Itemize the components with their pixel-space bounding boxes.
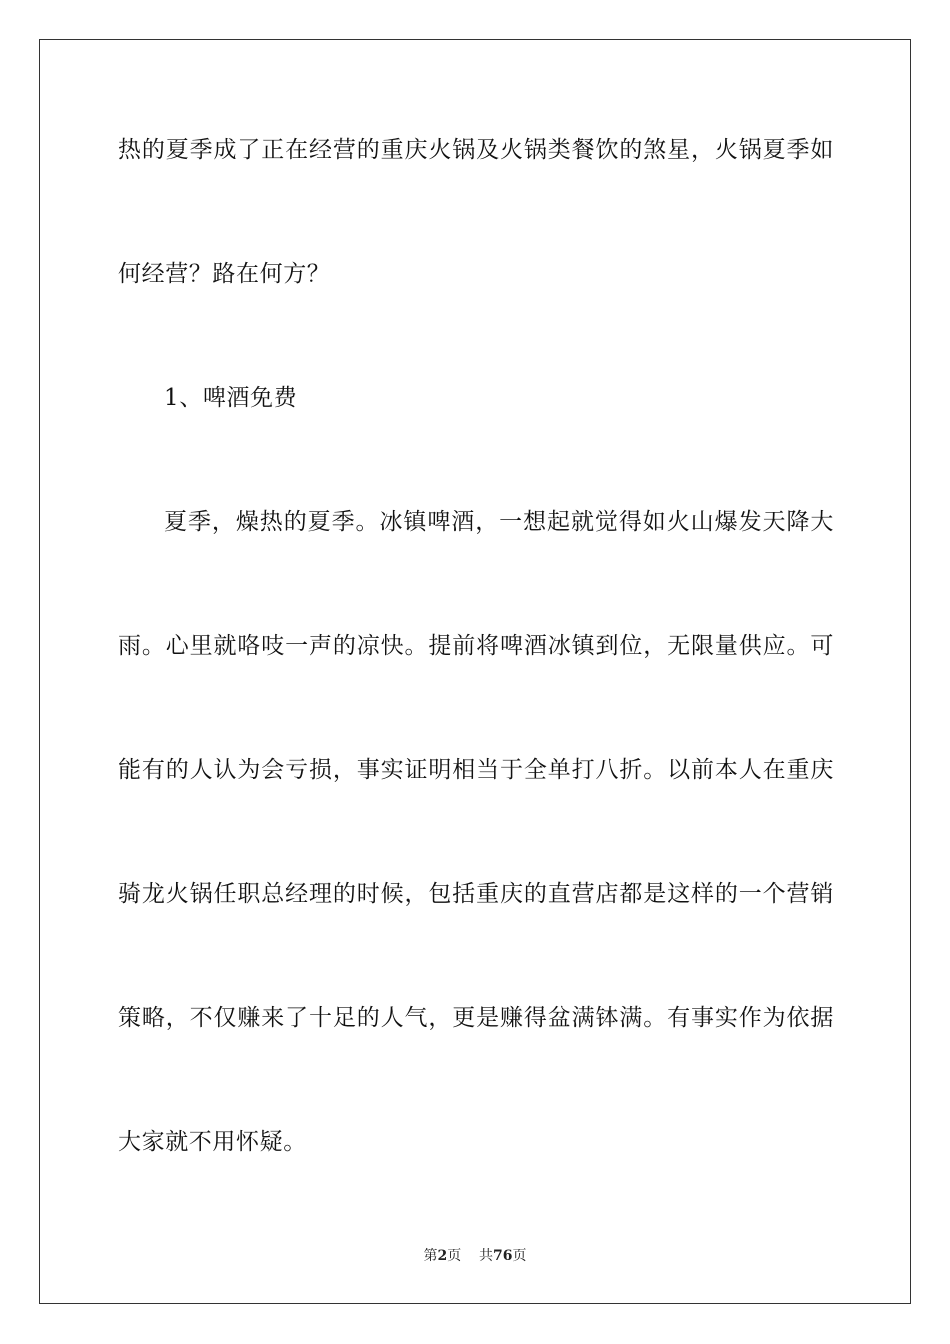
body-line-2: 何经营？路在何方？ (118, 261, 331, 287)
total-pages: 76 (493, 1248, 513, 1264)
page-suffix: 页 (447, 1248, 462, 1264)
body-line-5: 雨。心里就咯吱一声的凉快。提前将啤酒冰镇到位，无限量供应。可 (118, 633, 834, 659)
page-number: 2 (437, 1248, 448, 1264)
body-line-4: 夏季，燥热的夏季。冰镇啤酒，一想起就觉得如火山爆发天降大 (164, 509, 834, 535)
page-border (39, 39, 911, 1304)
page-footer (0, 1246, 950, 1266)
page-prefix: 第 (423, 1248, 438, 1264)
total-prefix: 共 (479, 1248, 494, 1264)
body-line-8: 策略，不仅赚来了十足的人气，更是赚得盆满钵满。有事实作为依据 (118, 1005, 834, 1031)
body-line-9: 大家就不用怀疑。 (118, 1129, 307, 1155)
body-line-1: 热的夏季成了正在经营的重庆火锅及火锅类餐饮的煞星，火锅夏季如 (118, 137, 834, 163)
body-line-6: 能有的人认为会亏损，事实证明相当于全单打八折。以前本人在重庆 (118, 757, 834, 783)
body-line-7: 骑龙火锅任职总经理的时候，包括重庆的直营店都是这样的一个营销 (118, 881, 834, 907)
section-heading: 1、啤酒免费 (164, 385, 298, 411)
total-suffix: 页 (512, 1248, 527, 1264)
